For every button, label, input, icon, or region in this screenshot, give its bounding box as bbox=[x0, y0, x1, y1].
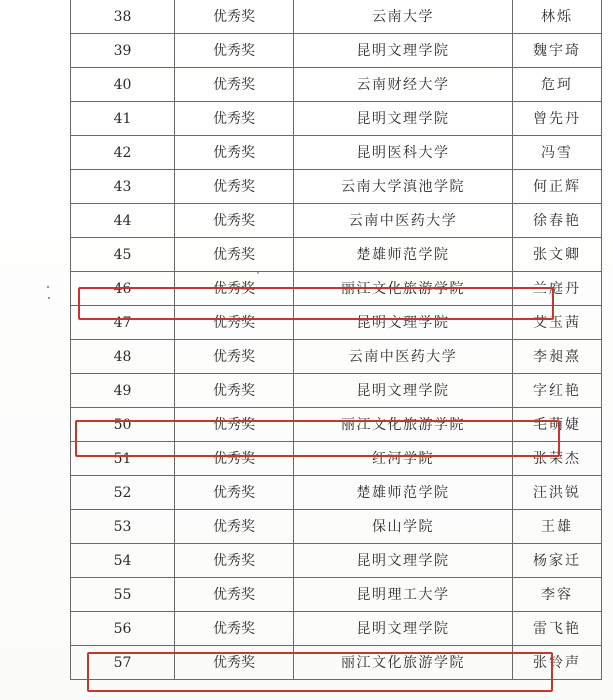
winner-name-cell: 危珂 bbox=[513, 68, 602, 102]
school-name-cell: 楚雄师范学院 bbox=[294, 476, 513, 510]
school-name-cell: 红河学院 bbox=[294, 442, 513, 476]
row-number-cell: 39 bbox=[71, 34, 175, 68]
table-row bbox=[71, 204, 602, 238]
row-number-cell: 46 bbox=[71, 272, 175, 306]
school-name-cell: 昆明文理学院 bbox=[294, 544, 513, 578]
winner-name-cell: 魏宇琦 bbox=[513, 34, 602, 68]
table-row bbox=[71, 170, 602, 204]
winner-name-cell: 张铃声 bbox=[513, 646, 602, 680]
school-name-cell: 昆明理工大学 bbox=[294, 578, 513, 612]
row-number-cell: 40 bbox=[71, 68, 175, 102]
award-level-cell: 优秀奖 bbox=[175, 0, 294, 34]
winner-name-cell: 李昶熹 bbox=[513, 340, 602, 374]
award-level-cell: 优秀奖 bbox=[175, 612, 294, 646]
row-number-cell: 55 bbox=[71, 578, 175, 612]
award-level-cell: 优秀奖 bbox=[175, 340, 294, 374]
winner-name-cell: 曾先丹 bbox=[513, 102, 602, 136]
winner-name-cell: 何正辉 bbox=[513, 170, 602, 204]
award-table-body bbox=[71, 0, 602, 680]
award-level-cell: 优秀奖 bbox=[175, 306, 294, 340]
scan-speck bbox=[257, 272, 259, 274]
school-name-cell: 云南大学 bbox=[294, 0, 513, 34]
award-level-cell: 优秀奖 bbox=[175, 374, 294, 408]
school-name-cell: 丽江文化旅游学院 bbox=[294, 408, 513, 442]
award-level-cell: 优秀奖 bbox=[175, 476, 294, 510]
award-level-cell: 优秀奖 bbox=[175, 238, 294, 272]
scan-speck bbox=[48, 297, 50, 299]
award-level-cell: 优秀奖 bbox=[175, 578, 294, 612]
school-name-cell: 云南财经大学 bbox=[294, 68, 513, 102]
row-number-cell: 56 bbox=[71, 612, 175, 646]
winner-name-cell: 徐春艳 bbox=[513, 204, 602, 238]
table-row bbox=[71, 238, 602, 272]
winner-name-cell: 雷飞艳 bbox=[513, 612, 602, 646]
winner-name-cell: 汪洪锐 bbox=[513, 476, 602, 510]
award-level-cell: 优秀奖 bbox=[175, 34, 294, 68]
row-number-cell: 45 bbox=[71, 238, 175, 272]
table-row bbox=[71, 646, 602, 680]
award-level-cell: 优秀奖 bbox=[175, 544, 294, 578]
winner-name-cell: 毛萌婕 bbox=[513, 408, 602, 442]
award-level-cell: 优秀奖 bbox=[175, 136, 294, 170]
award-level-cell: 优秀奖 bbox=[175, 442, 294, 476]
table-row bbox=[71, 544, 602, 578]
table-row bbox=[71, 374, 602, 408]
school-name-cell: 丽江文化旅游学院 bbox=[294, 646, 513, 680]
school-name-cell: 昆明文理学院 bbox=[294, 612, 513, 646]
school-name-cell: 昆明医科大学 bbox=[294, 136, 513, 170]
table-row bbox=[71, 136, 602, 170]
school-name-cell: 昆明文理学院 bbox=[294, 374, 513, 408]
row-number-cell: 49 bbox=[71, 374, 175, 408]
table-row bbox=[71, 476, 602, 510]
row-number-cell: 51 bbox=[71, 442, 175, 476]
school-name-cell: 昆明文理学院 bbox=[294, 306, 513, 340]
award-level-cell: 优秀奖 bbox=[175, 272, 294, 306]
school-name-cell: 云南中医药大学 bbox=[294, 340, 513, 374]
award-level-cell: 优秀奖 bbox=[175, 646, 294, 680]
winner-name-cell: 张文卿 bbox=[513, 238, 602, 272]
award-level-cell: 优秀奖 bbox=[175, 204, 294, 238]
table-row bbox=[71, 34, 602, 68]
row-number-cell: 44 bbox=[71, 204, 175, 238]
row-number-cell: 43 bbox=[71, 170, 175, 204]
school-name-cell: 保山学院 bbox=[294, 510, 513, 544]
winner-name-cell: 字红艳 bbox=[513, 374, 602, 408]
school-name-cell: 云南中医药大学 bbox=[294, 204, 513, 238]
school-name-cell: 昆明文理学院 bbox=[294, 34, 513, 68]
row-number-cell: 41 bbox=[71, 102, 175, 136]
school-name-cell: 云南大学滇池学院 bbox=[294, 170, 513, 204]
row-number-cell: 50 bbox=[71, 408, 175, 442]
scan-speck bbox=[47, 286, 49, 288]
table-row bbox=[71, 510, 602, 544]
row-number-cell: 54 bbox=[71, 544, 175, 578]
school-name-cell: 丽江文化旅游学院 bbox=[294, 272, 513, 306]
winner-name-cell: 王雄 bbox=[513, 510, 602, 544]
row-number-cell: 38 bbox=[71, 0, 175, 34]
award-level-cell: 优秀奖 bbox=[175, 102, 294, 136]
row-number-cell: 47 bbox=[71, 306, 175, 340]
row-number-cell: 57 bbox=[71, 646, 175, 680]
award-level-cell: 优秀奖 bbox=[175, 510, 294, 544]
row-number-cell: 52 bbox=[71, 476, 175, 510]
table-row bbox=[71, 442, 602, 476]
winner-name-cell: 林烁 bbox=[513, 0, 602, 34]
award-level-cell: 优秀奖 bbox=[175, 170, 294, 204]
winner-name-cell: 张荣杰 bbox=[513, 442, 602, 476]
table-row bbox=[71, 340, 602, 374]
winner-name-cell: 李容 bbox=[513, 578, 602, 612]
school-name-cell: 昆明文理学院 bbox=[294, 102, 513, 136]
winner-name-cell: 杨家迁 bbox=[513, 544, 602, 578]
table-row bbox=[71, 272, 602, 306]
winner-name-cell: 冯雪 bbox=[513, 136, 602, 170]
row-number-cell: 42 bbox=[71, 136, 175, 170]
winner-name-cell: 艾玉茜 bbox=[513, 306, 602, 340]
table-row bbox=[71, 306, 602, 340]
table-row bbox=[71, 578, 602, 612]
row-number-cell: 53 bbox=[71, 510, 175, 544]
award-level-cell: 优秀奖 bbox=[175, 408, 294, 442]
table-row bbox=[71, 68, 602, 102]
school-name-cell: 楚雄师范学院 bbox=[294, 238, 513, 272]
table-row bbox=[71, 408, 602, 442]
award-table bbox=[70, 0, 602, 680]
table-row bbox=[71, 612, 602, 646]
table-row bbox=[71, 0, 602, 34]
award-level-cell: 优秀奖 bbox=[175, 68, 294, 102]
row-number-cell: 48 bbox=[71, 340, 175, 374]
winner-name-cell: 兰庭丹 bbox=[513, 272, 602, 306]
table-row bbox=[71, 102, 602, 136]
